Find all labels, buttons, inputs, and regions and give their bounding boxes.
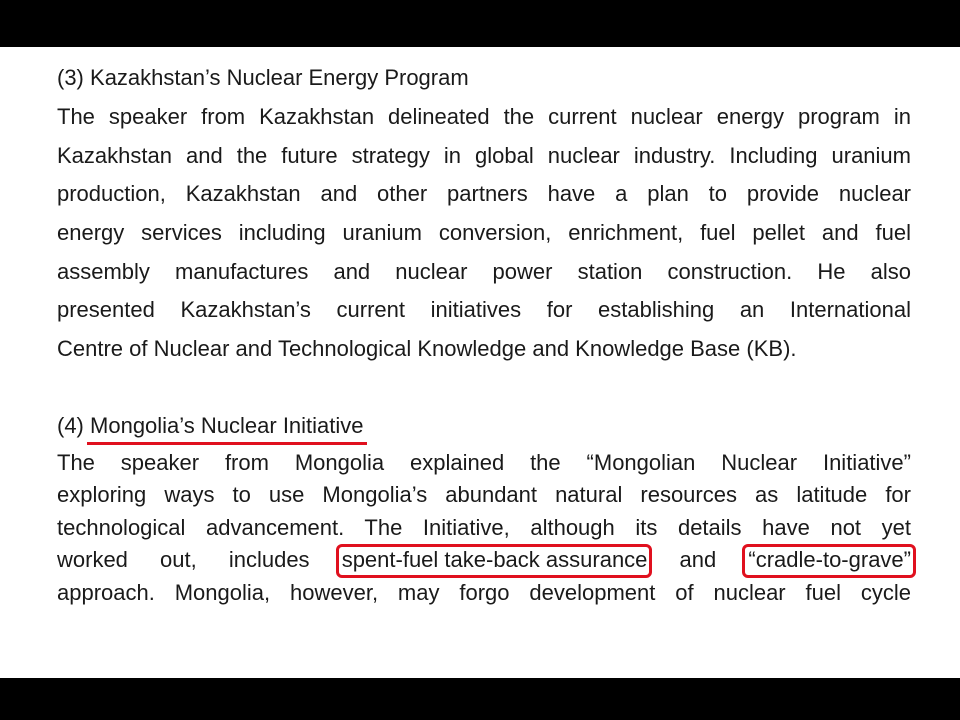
document-page [0,47,960,678]
section-3-heading [57,65,469,91]
section-3-paragraph [57,104,911,375]
line-text-middle: and [679,547,717,573]
paragraph-line: energy services including uranium conversion, enrichment, fuel pellet and fuel [57,220,911,246]
paragraph-line: Centre of Nuclear and Technological Knowledge and Knowledge Base (KB). [57,336,797,362]
paragraph-line: approach. Mongolia, however, may forgo development of nuclear fuel cycle [57,579,911,605]
paragraph-line: Kazakhstan and the future strategy in global nuclear industry. Including uranium [57,142,911,168]
paragraph-line: presented Kazakhstan’s current initiatives for establishing an International [57,297,911,323]
section-4-paragraph [57,450,911,612]
section-4-number: (4) [57,413,84,438]
highlight-box-cradle-to-grave: “cradle-to-grave” [748,547,911,573]
paragraph-line: assembly manufactures and nuclear power station construction. He also [57,258,911,284]
section-4-heading [57,413,364,439]
paragraph-line: technological advancement. The Initiative, although its details have not yet [57,514,911,540]
section-3-number: (3) [57,65,84,90]
paragraph-line: The speaker from Kazakhstan delineated the current nuclear energy program in [57,104,911,129]
section-4-title-underlined: Mongolia’s Nuclear Initiative [90,413,364,438]
section-3-title: Kazakhstan’s Nuclear Energy Program [90,65,469,90]
paragraph-line: exploring ways to use Mongolia’s abundant natural resources as latitude for [57,482,911,508]
highlight-box-spent-fuel: spent-fuel take-back assurance [341,547,648,573]
line-text-before: worked out, includes [57,547,310,573]
paragraph-line: production, Kazakhstan and other partners have a plan to provide nuclear [57,181,911,207]
paragraph-line: The speaker from Mongolia explained the “Mongolian Nuclear Initiative” [57,450,911,475]
paragraph-line-with-highlights [57,547,911,573]
